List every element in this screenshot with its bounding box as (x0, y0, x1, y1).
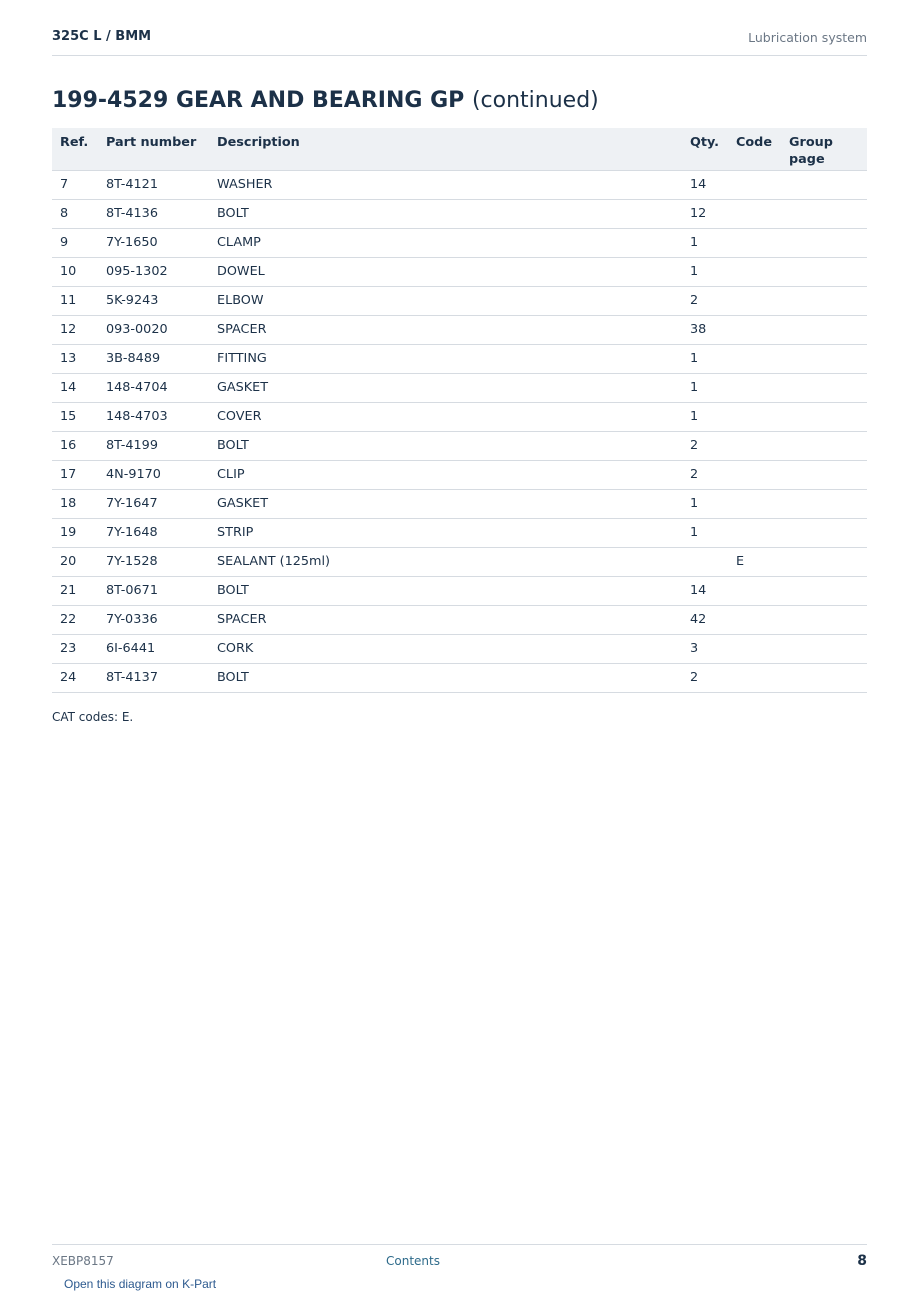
cell-part-number: 148-4703 (98, 402, 209, 431)
cell-group-page (781, 344, 867, 373)
cell-qty: 2 (682, 431, 728, 460)
cell-description: DOWEL (209, 257, 682, 286)
cell-description: BOLT (209, 576, 682, 605)
cell-part-number: 4N-9170 (98, 460, 209, 489)
cell-part-number: 7Y-0336 (98, 605, 209, 634)
cell-qty: 1 (682, 228, 728, 257)
cell-ref: 10 (52, 257, 98, 286)
cell-ref: 12 (52, 315, 98, 344)
cell-description: WASHER (209, 170, 682, 199)
cell-description: CLIP (209, 460, 682, 489)
cell-ref: 9 (52, 228, 98, 257)
cell-part-number: 7Y-1647 (98, 489, 209, 518)
cell-description: GASKET (209, 489, 682, 518)
col-group-page: Group page (781, 128, 867, 170)
cell-description: CORK (209, 634, 682, 663)
cell-code (728, 634, 781, 663)
cell-group-page (781, 489, 867, 518)
cell-description: CLAMP (209, 228, 682, 257)
cell-code (728, 402, 781, 431)
cell-part-number: 7Y-1650 (98, 228, 209, 257)
kpart-diagram-link[interactable]: Open this diagram on K-Part (64, 1277, 217, 1291)
cell-ref: 15 (52, 402, 98, 431)
title-suffix: (continued) (471, 88, 599, 113)
cell-ref: 24 (52, 663, 98, 692)
title-main: 199-4529 GEAR AND BEARING GP (52, 88, 465, 113)
cell-code (728, 286, 781, 315)
cell-qty: 14 (682, 170, 728, 199)
table-row (52, 286, 867, 315)
model-label: 325C L / BMM (52, 29, 152, 44)
cell-code (728, 518, 781, 547)
page-title (52, 88, 599, 113)
cell-code (728, 663, 781, 692)
cell-qty: 2 (682, 663, 728, 692)
cell-ref: 21 (52, 576, 98, 605)
cell-code: E (728, 547, 781, 576)
page-footer (52, 1244, 867, 1275)
cell-part-number: 148-4704 (98, 373, 209, 402)
cell-part-number: 8T-0671 (98, 576, 209, 605)
cell-qty: 1 (682, 373, 728, 402)
cell-qty: 1 (682, 489, 728, 518)
table-row (52, 634, 867, 663)
cell-part-number: 8T-4136 (98, 199, 209, 228)
cat-codes-note: CAT codes: E. (52, 710, 134, 724)
cell-group-page (781, 576, 867, 605)
col-qty (682, 128, 728, 170)
cell-code (728, 199, 781, 228)
cell-part-number: 3B-8489 (98, 344, 209, 373)
cell-description: FITTING (209, 344, 682, 373)
cell-ref: 20 (52, 547, 98, 576)
cell-code (728, 315, 781, 344)
table-row (52, 460, 867, 489)
cell-ref: 19 (52, 518, 98, 547)
cell-qty: 2 (682, 286, 728, 315)
cell-description: ELBOW (209, 286, 682, 315)
cell-ref: 13 (52, 344, 98, 373)
cell-group-page (781, 402, 867, 431)
table-row (52, 170, 867, 199)
cell-code (728, 373, 781, 402)
table-row (52, 576, 867, 605)
page-number: 8 (857, 1253, 867, 1269)
table-row (52, 431, 867, 460)
cell-group-page (781, 431, 867, 460)
cell-group-page (781, 663, 867, 692)
cell-group-page (781, 547, 867, 576)
col-part-number: Part number (98, 128, 209, 170)
cell-part-number: 6I-6441 (98, 634, 209, 663)
cell-code (728, 489, 781, 518)
header-row (52, 128, 867, 170)
cell-description: SPACER (209, 315, 682, 344)
cell-description: BOLT (209, 431, 682, 460)
cell-description: BOLT (209, 663, 682, 692)
cell-ref: 22 (52, 605, 98, 634)
cell-ref: 11 (52, 286, 98, 315)
cell-description: STRIP (209, 518, 682, 547)
col-ref: Ref. (52, 128, 98, 170)
table-row (52, 373, 867, 402)
cell-group-page (781, 315, 867, 344)
cell-ref: 16 (52, 431, 98, 460)
cell-qty: 1 (682, 257, 728, 286)
cell-code (728, 460, 781, 489)
cell-description: COVER (209, 402, 682, 431)
cell-qty: 1 (682, 518, 728, 547)
cell-group-page (781, 518, 867, 547)
cell-group-page (781, 605, 867, 634)
cell-part-number: 7Y-1648 (98, 518, 209, 547)
cell-qty: 38 (682, 315, 728, 344)
cell-description: GASKET (209, 373, 682, 402)
page-header (52, 28, 867, 56)
cell-group-page (781, 286, 867, 315)
cell-code (728, 170, 781, 199)
cell-part-number: 093-0020 (98, 315, 209, 344)
cell-group-page (781, 634, 867, 663)
cell-group-page (781, 199, 867, 228)
contents-link[interactable]: Contents (386, 1254, 440, 1268)
cell-qty: 2 (682, 460, 728, 489)
cell-ref: 14 (52, 373, 98, 402)
table-row (52, 518, 867, 547)
table-header (52, 128, 867, 170)
cell-qty: 14 (682, 576, 728, 605)
table-row (52, 663, 867, 692)
cell-qty: 42 (682, 605, 728, 634)
cell-group-page (781, 170, 867, 199)
cell-code (728, 431, 781, 460)
cell-ref: 23 (52, 634, 98, 663)
cell-code (728, 605, 781, 634)
table-row (52, 547, 867, 576)
cell-ref: 7 (52, 170, 98, 199)
cell-qty: 3 (682, 634, 728, 663)
cell-qty: 12 (682, 199, 728, 228)
cell-part-number: 8T-4199 (98, 431, 209, 460)
col-code: Code (728, 128, 781, 170)
cell-part-number: 5K-9243 (98, 286, 209, 315)
cell-part-number: 8T-4137 (98, 663, 209, 692)
cell-part-number: 7Y-1528 (98, 547, 209, 576)
table-row (52, 402, 867, 431)
cell-description: SEALANT (125ml) (209, 547, 682, 576)
section-label: Lubrication system (748, 30, 867, 45)
cell-code (728, 576, 781, 605)
cell-group-page (781, 460, 867, 489)
cell-description: SPACER (209, 605, 682, 634)
col-qty-label: Qty. (690, 135, 720, 150)
cell-group-page (781, 257, 867, 286)
cell-qty: 1 (682, 402, 728, 431)
document-id: XEBP8157 (52, 1254, 114, 1268)
cell-description: BOLT (209, 199, 682, 228)
table-row (52, 605, 867, 634)
table-row (52, 199, 867, 228)
cell-ref: 17 (52, 460, 98, 489)
parts-table (52, 128, 867, 693)
cell-part-number: 095-1302 (98, 257, 209, 286)
table-row (52, 344, 867, 373)
table-row (52, 489, 867, 518)
cell-ref: 18 (52, 489, 98, 518)
cell-ref: 8 (52, 199, 98, 228)
table-row (52, 257, 867, 286)
table-row (52, 228, 867, 257)
cell-qty: 1 (682, 344, 728, 373)
cell-code (728, 257, 781, 286)
cell-code (728, 228, 781, 257)
cell-group-page (781, 228, 867, 257)
cell-part-number: 8T-4121 (98, 170, 209, 199)
cell-code (728, 344, 781, 373)
cell-qty (682, 547, 728, 576)
cell-group-page (781, 373, 867, 402)
table-row (52, 315, 867, 344)
table-body (52, 170, 867, 692)
col-description: Description (209, 128, 682, 170)
